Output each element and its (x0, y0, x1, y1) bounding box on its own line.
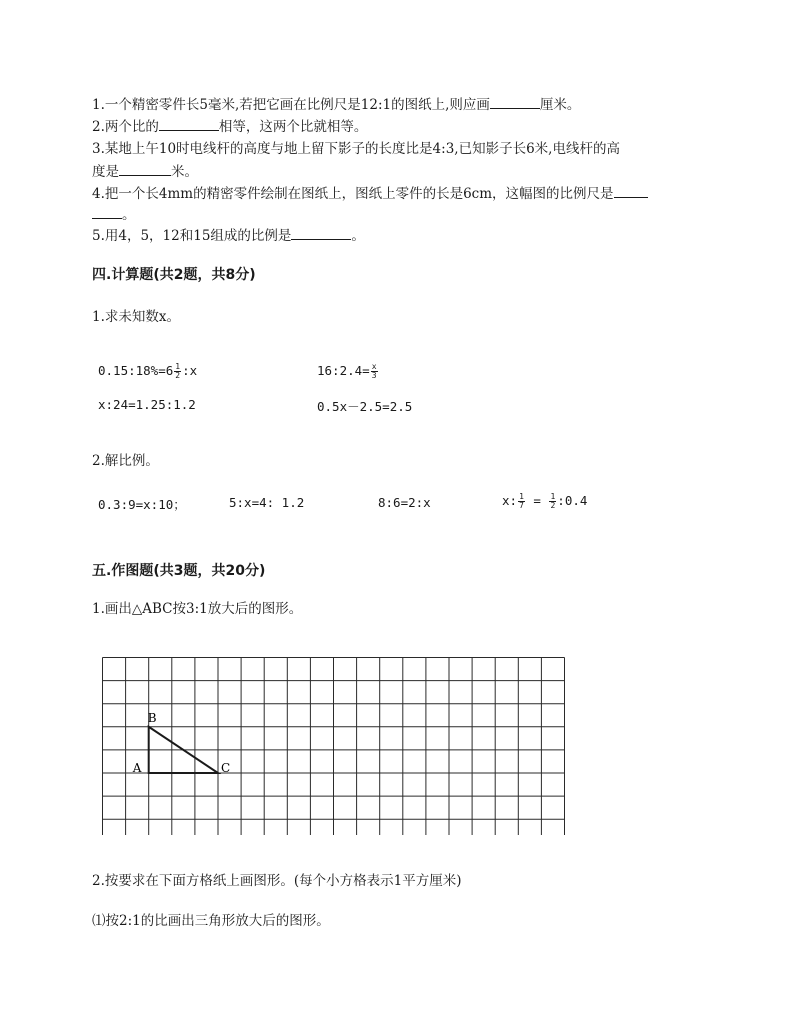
section-4-q2-title: 2.解比例。 (92, 453, 159, 469)
section-5-q2-title: 2.按要求在下面方格纸上画图形。(每个小方格表示1平方厘米) (92, 873, 462, 889)
question-text: 相等，这两个比就相等。 (218, 119, 368, 135)
answer-blank[interactable] (614, 184, 648, 198)
section-4-heading: 四.计算题(共2题，共8分) (92, 267, 256, 283)
section-5-q1-title: 1.画出△ABC按3:1放大后的图形。 (92, 601, 303, 617)
vertex-label-c: C (221, 761, 231, 775)
answer-blank[interactable] (92, 205, 122, 219)
question-text: 。 (122, 207, 136, 223)
question-text: 。 (351, 228, 365, 244)
section-5-q2-sub1: ⑴按2:1的比画出三角形放大后的图形。 (92, 913, 330, 929)
question-3-cont (92, 162, 198, 181)
vertex-label-b: B (147, 710, 157, 725)
equation-4: 0.5x－2.5=2.5 (317, 399, 413, 414)
question-text: 1.一个精密零件长5毫米,若把它画在比例尺是12:1的图纸上,则应画 (92, 97, 490, 113)
section-5-heading: 五.作图题(共3题，共20分) (92, 563, 266, 579)
question-text: 2.两个比的 (92, 119, 159, 135)
grid-paper[interactable] (102, 657, 568, 835)
fraction: $\frac{x}{3}$ (371, 362, 377, 380)
fraction: $\frac{1}{2}$ (550, 492, 556, 510)
grid-lines (103, 658, 565, 836)
question-1 (92, 95, 580, 114)
question-text: 5.用4，5，12和15组成的比例是 (92, 228, 292, 244)
equation-3: x:24=1.25:1.2 (98, 397, 196, 412)
equation-2: 16:2.4= $\frac{x}{3}$ (317, 362, 377, 380)
question-text: 3.某地上午10时电线杆的高度与地上留下影子的长度比是4:3,已知影子长6米,电线杆的高 (92, 141, 620, 157)
proportion-3: 8:6=2:x (378, 495, 431, 510)
proportion-4: x: $\frac{1}{7}$ = $\frac{1}{2}$ :0.4 (502, 492, 588, 510)
question-text: 度是 (92, 164, 119, 180)
answer-blank[interactable] (119, 162, 171, 176)
answer-blank[interactable] (159, 117, 219, 131)
equation-1: 0.15:18%=6 $\frac{1}{2}$ :x (98, 362, 198, 380)
answer-blank[interactable] (490, 95, 540, 109)
section-4-q1-title: 1.求未知数x。 (92, 309, 180, 325)
question-5 (92, 226, 365, 245)
question-2 (92, 117, 367, 136)
question-4 (92, 184, 648, 203)
question-4-cont (92, 205, 136, 224)
vertex-label-a: A (132, 761, 142, 775)
question-text: 4.把一个长4mm的精密零件绘制在图纸上，图纸上零件的长是6cm，这幅图的比例尺是 (92, 186, 614, 202)
question-3 (92, 140, 620, 158)
question-text: 米。 (171, 164, 198, 180)
answer-blank[interactable] (291, 226, 351, 240)
question-text: 厘米。 (539, 97, 581, 113)
proportion-2: 5:x=4: 1.2 (229, 495, 305, 510)
fraction: $\frac{1}{2}$ (175, 362, 181, 380)
proportion-1: 0.3:9=x:10； (98, 497, 186, 512)
fraction: $\frac{1}{7}$ (519, 492, 524, 510)
